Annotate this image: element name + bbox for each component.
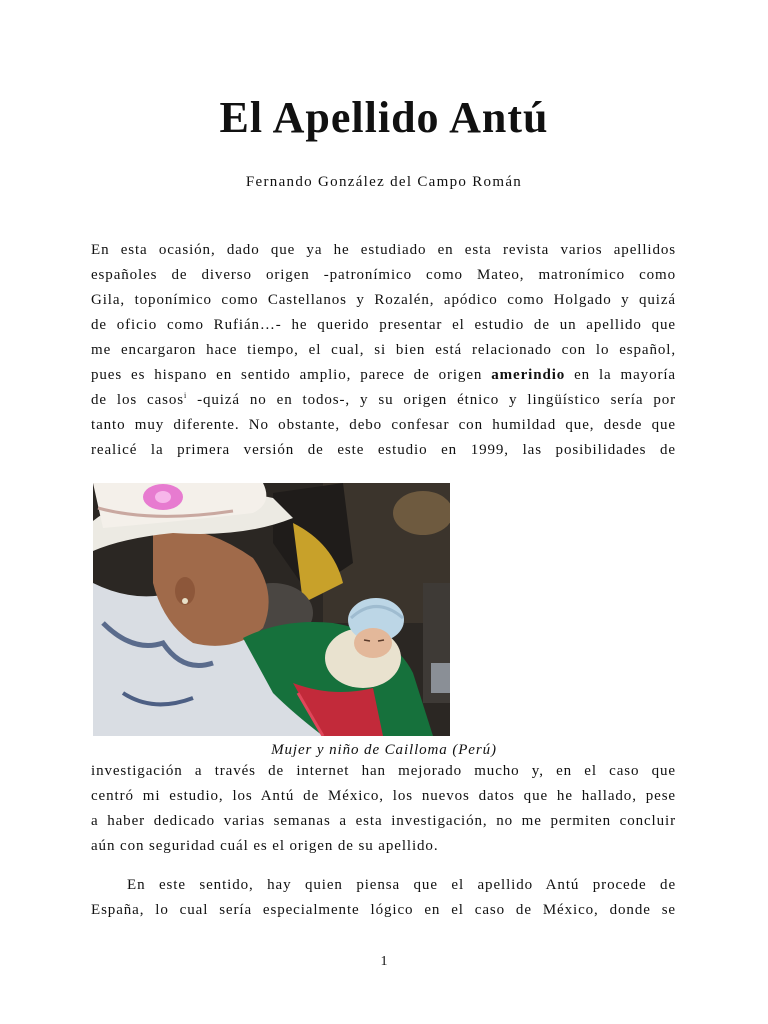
- paragraph-intro-continued: [91, 759, 676, 859]
- photo-illustration: [93, 483, 450, 736]
- page-number: 1: [380, 954, 388, 969]
- text-fragment: pues es hispano en sentido amplio, parece de origen: [91, 367, 492, 383]
- footnote-marker[interactable]: i: [184, 391, 188, 400]
- text-line: investigación a través de internet han mejorado mucho y, en el caso que: [91, 763, 676, 779]
- text-line: a haber dedicado varias semanas a esta investigación, no me permiten concluir: [91, 813, 676, 829]
- text-line: En este sentido, hay quien piensa que el apellido Antú procede de: [127, 877, 676, 893]
- photo-caption: Mujer y niño de Cailloma (Perú): [271, 742, 497, 758]
- text-line: me encargaron hace tiempo, el cual, si bien está relacionado con lo español,: [91, 342, 676, 358]
- text-fragment: en la mayoría: [565, 367, 676, 383]
- text-line: [91, 363, 676, 388]
- paragraph-intro: [91, 238, 676, 463]
- photo-woman-and-child: [93, 483, 450, 736]
- bold-term: amerindio: [491, 367, 566, 383]
- text-line: realicé la primera versión de este estudio en 1999, las posibilidades de: [91, 442, 676, 458]
- text-line: españoles de diverso origen -patronímico como Mateo, matronímico como: [91, 267, 676, 283]
- text-line: Gila, toponímico como Castellanos y Rozalén, apódico como Holgado y quizá: [91, 292, 676, 308]
- paragraph-second: [91, 873, 676, 923]
- text-line: En esta ocasión, dado que ya he estudiado en esta revista varios apellidos: [91, 242, 676, 258]
- text-line: tanto muy diferente. No obstante, debo confesar con humildad que, desde que: [91, 417, 676, 433]
- text-fragment: -quizá no en todos-, y su origen étnico y lingüístico sería por: [187, 392, 676, 408]
- text-line: aún con seguridad cuál es el origen de su apellido.: [91, 838, 439, 854]
- text-line: [91, 388, 676, 413]
- text-fragment: de los casos: [91, 392, 185, 408]
- text-line: España, lo cual sería especialmente lógico en el caso de México, donde se: [91, 902, 676, 918]
- document-author: Fernando González del Campo Román: [245, 174, 523, 190]
- text-line: de oficio como Rufián…- he querido presentar el estudio de un apellido que: [91, 317, 676, 333]
- document-title: El Apellido Antú: [219, 93, 549, 142]
- text-line: centró mi estudio, los Antú de México, los nuevos datos que he hallado, pese: [91, 788, 676, 804]
